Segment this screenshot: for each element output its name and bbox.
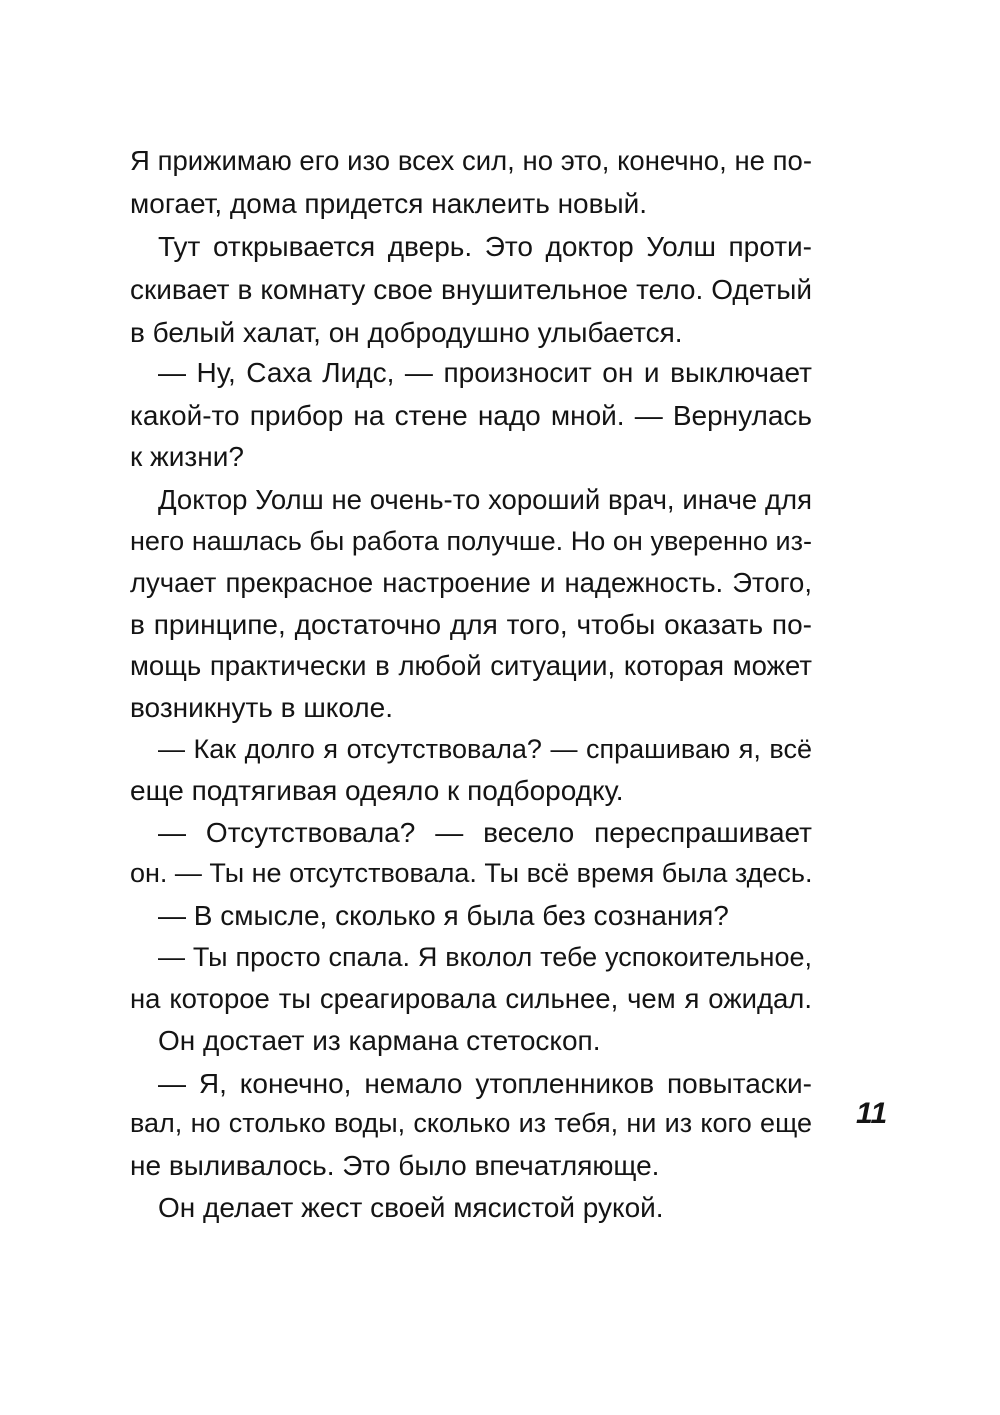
text-line: на которое ты среагировала сильнее, чем я ожидал. (130, 983, 812, 1014)
text-line: мощь практически в любой ситуации, которая может (130, 650, 812, 681)
text-line: — Ты просто спала. Я вколол тебе успокоительное, (158, 942, 812, 972)
text-line: еще подтягивая одеяло к подбородку. (130, 775, 624, 806)
text-line: Он достает из кармана стетоскоп. (158, 1025, 601, 1056)
text-line: Доктор Уолш не очень-то хороший врач, иначе для (158, 484, 812, 515)
text-line: могает, дома придется наклеить новый. (130, 188, 648, 219)
text-line: — Ну, Саха Лидс, — произносит он и выключает (158, 357, 812, 388)
text-line: лучает прекрасное настроение и надежность. Этого, (130, 567, 812, 598)
text-line: — Отсутствовала? — весело переспрашивает (158, 817, 812, 848)
text-line: — Я, конечно, немало утопленников повытаски- (158, 1068, 812, 1099)
text-line: Я прижимаю его изо всех сил, но это, конечно, не по- (130, 145, 812, 176)
text-line: скивает в комнату свое внушительное тело. Одетый (130, 274, 812, 305)
text-line: — В смысле, сколько я была без сознания? (158, 900, 729, 931)
text-line: не выливалось. Это было впечатляюще. (130, 1150, 660, 1181)
text-line: Тут открывается дверь. Это доктор Уолш проти- (158, 231, 812, 262)
text-line: Он делает жест своей мясистой рукой. (158, 1192, 664, 1223)
text-line: какой-то прибор на стене надо мной. — Вернулась (130, 400, 812, 431)
text-line: к жизни? (130, 441, 244, 472)
text-line: — Как долго я отсутствовала? — спрашиваю я, всё (158, 734, 812, 764)
text-line: он. — Ты не отсутствовала. Ты всё время была здесь. (130, 858, 812, 888)
text-line: в принципе, достаточно для того, чтобы оказать по- (130, 609, 812, 640)
page-number: 11 (856, 1097, 888, 1130)
text-line: него нашлась бы работа получше. Но он уверенно из- (130, 526, 812, 556)
text-line: в белый халат, он добродушно улыбается. (130, 317, 683, 348)
text-line: возникнуть в школе. (130, 692, 393, 723)
text-line: вал, но столько воды, сколько из тебя, ни из кого еще (130, 1108, 812, 1138)
